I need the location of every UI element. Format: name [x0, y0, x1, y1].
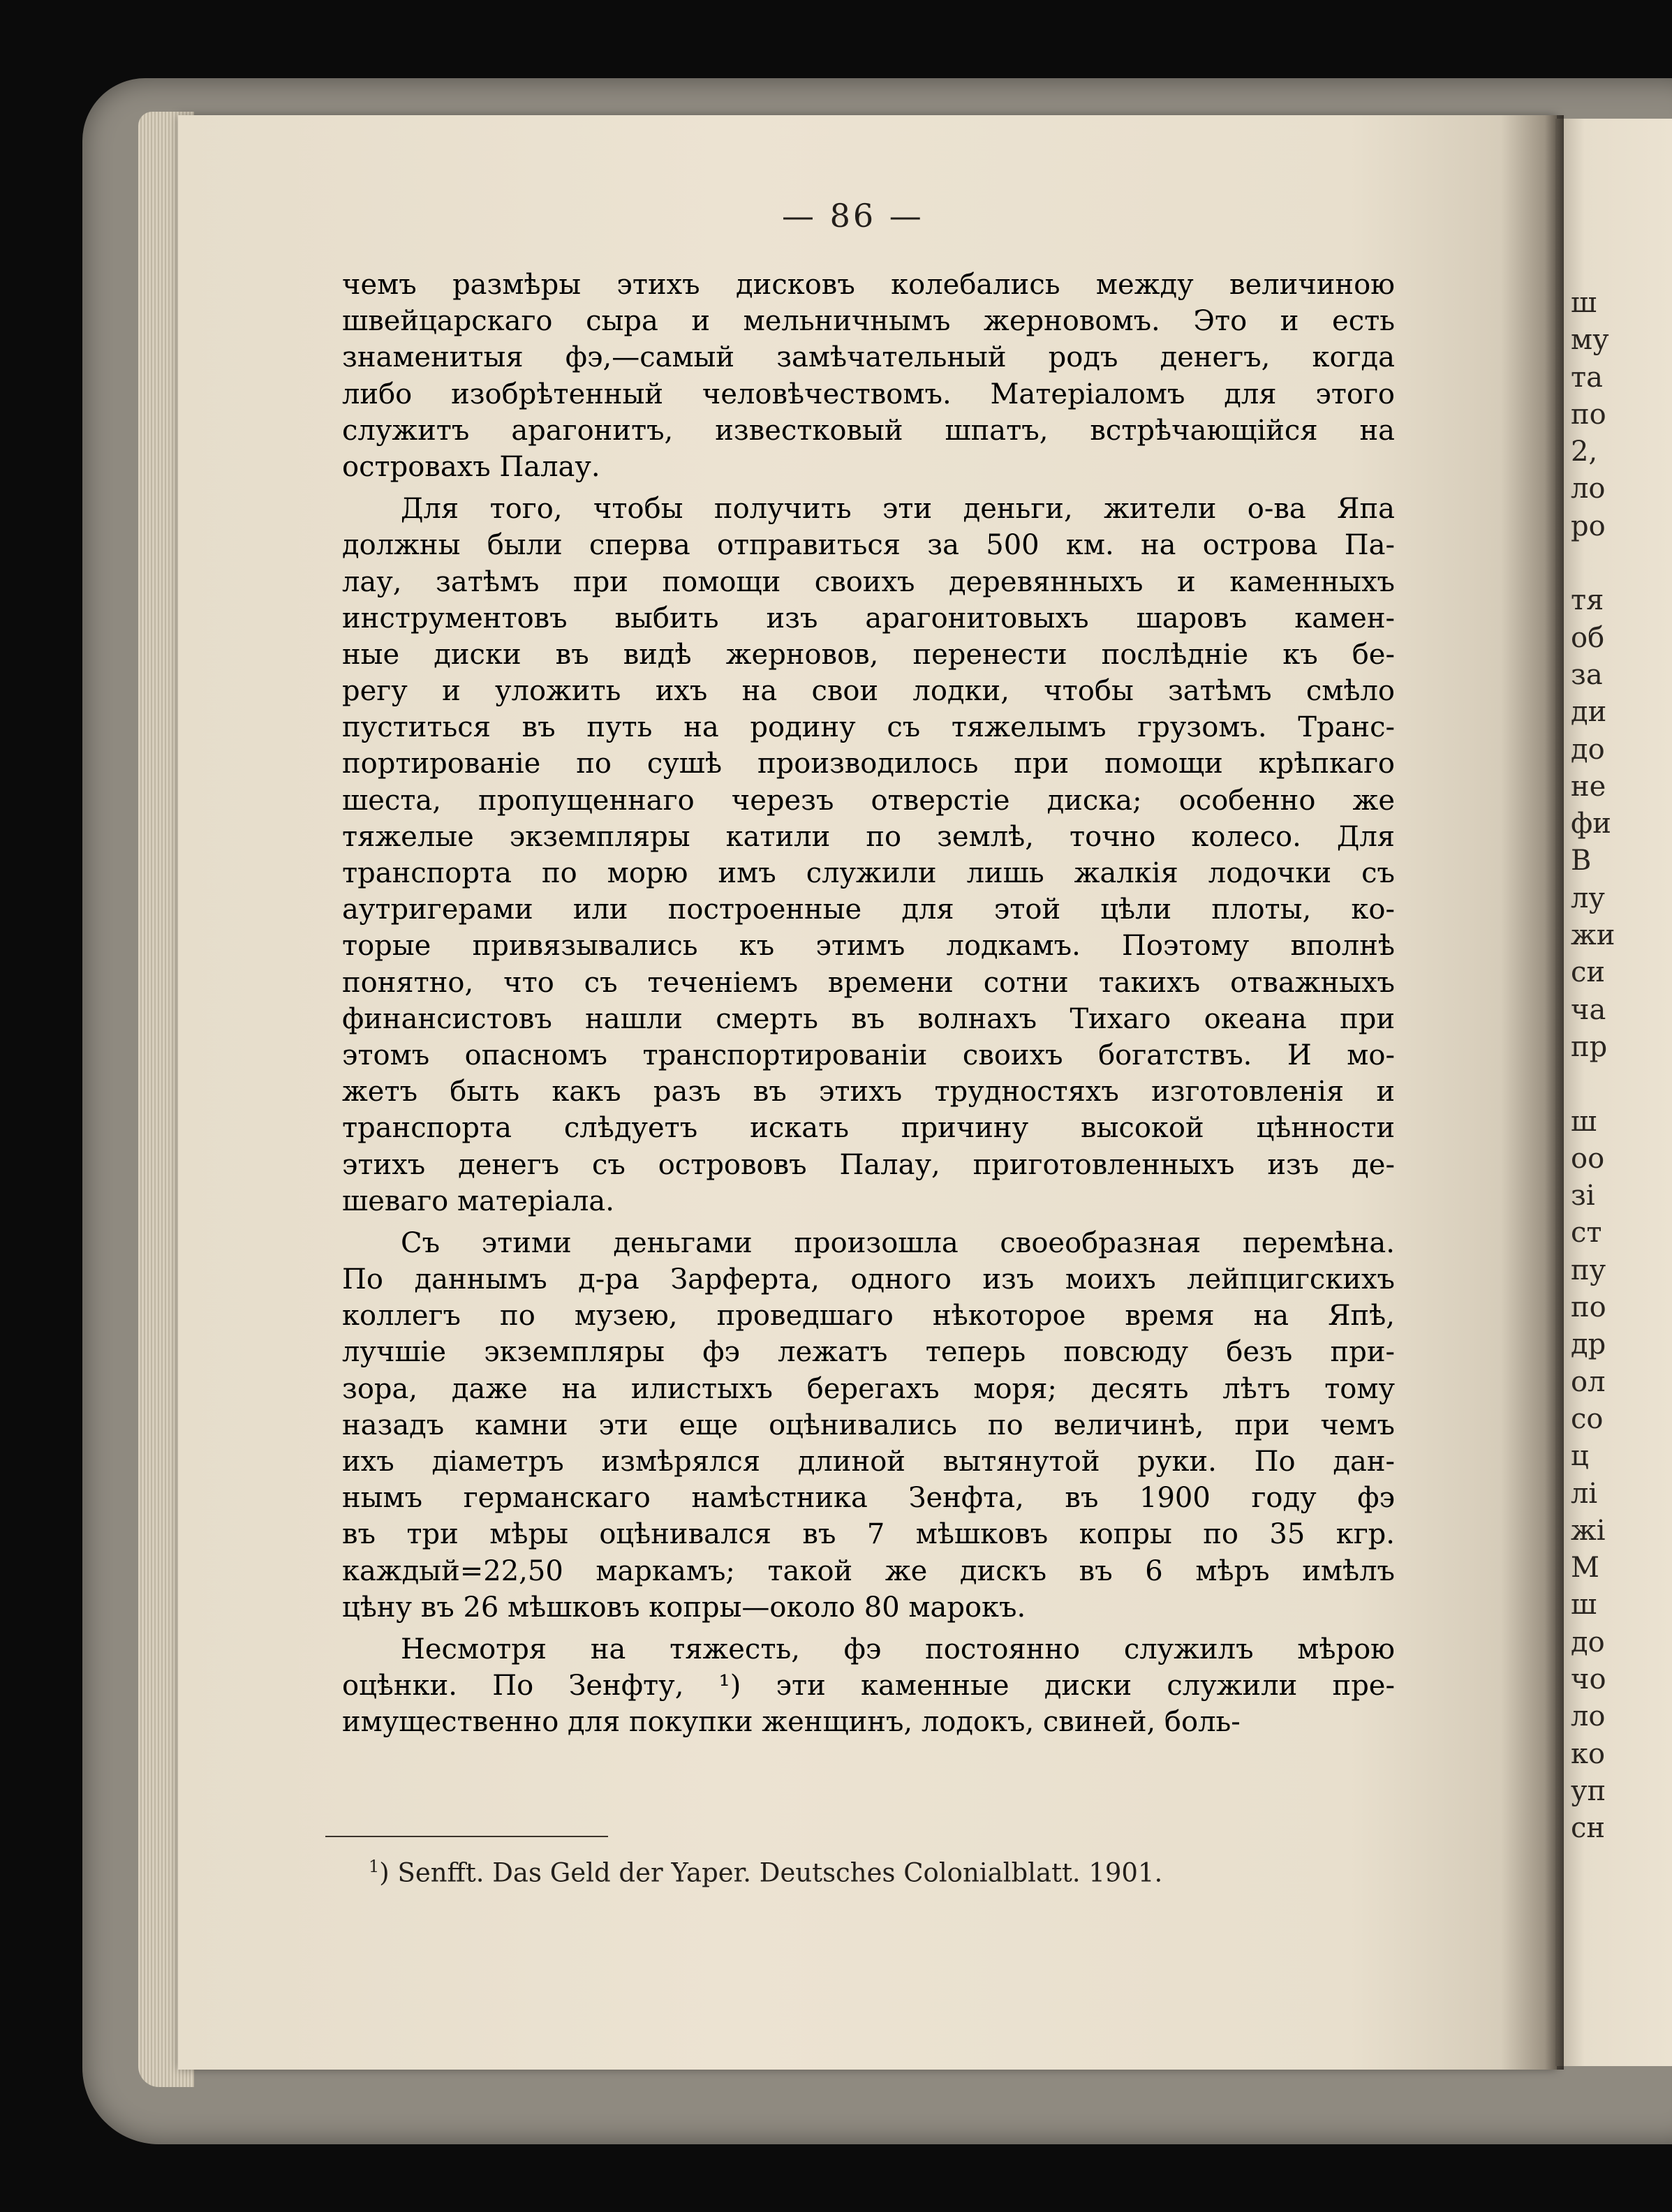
text-line: назадъ камни эти еще оцѣнивались по величинѣ, при чемъ: [342, 1409, 1395, 1441]
text-line: этихъ денегъ съ острововъ Палау, приготовленныхъ изъ де-: [342, 1148, 1395, 1181]
facing-page-fragment: лі: [1571, 1477, 1598, 1510]
text-line: этомъ опасномъ транспортированіи своихъ богатствъ. И мо-: [342, 1039, 1395, 1071]
paragraph-gap: [342, 1626, 1395, 1631]
text-line: Несмотря на тяжесть, фэ постоянно служилъ мѣрою: [401, 1633, 1395, 1665]
text-line: оцѣнки. По Зенфту, ¹) эти каменные диски служили пре-: [342, 1670, 1395, 1702]
facing-page-fragment: за: [1571, 658, 1603, 691]
paragraph-gap: [342, 1219, 1395, 1225]
text-line: островахъ Палау.: [342, 450, 600, 483]
text-line: каждый=22,50 маркамъ; такой же дискъ въ 6 мѣръ имѣлъ: [342, 1554, 1395, 1587]
facing-page: [1555, 119, 1672, 2066]
facing-page-fragment: ло: [1571, 473, 1606, 505]
text-line: коллегъ по музею, проведшаго нѣкоторое время на Япѣ,: [342, 1300, 1395, 1333]
facing-page-fragment: ча: [1571, 993, 1606, 1026]
paragraph: [342, 267, 1395, 485]
facing-page-fragment: му: [1571, 324, 1609, 357]
facing-page-fragment: ко: [1571, 1737, 1606, 1770]
facing-page-fragment: пу: [1571, 1254, 1606, 1286]
text-line: торые привязывались къ этимъ лодкамъ. Поэтому вполнѣ: [342, 930, 1395, 963]
text-line: имущественно для покупки женщинъ, лодокъ, свиней, боль-: [342, 1706, 1241, 1739]
facing-page-fragment: ди: [1571, 696, 1607, 729]
facing-page-fragment: сн: [1571, 1812, 1606, 1845]
facing-page-fragment: по: [1571, 398, 1606, 431]
facing-page-fragment: ол: [1571, 1365, 1606, 1398]
text-line: понятно, что съ теченіемъ времени сотни такихъ отважныхъ: [342, 966, 1395, 999]
book-gutter: [1501, 115, 1564, 2070]
text-line: жетъ быть какъ разъ въ этихъ трудностяхъ изготовленія и: [342, 1076, 1395, 1108]
text-line: Для того, чтобы получить эти деньги, жители о-ва Япа: [401, 493, 1395, 526]
text-line: транспорта слѣдуетъ искать причину высокой цѣнности: [342, 1112, 1395, 1145]
text-line: цѣну въ 26 мѣшковъ копры—около 80 марокъ.: [342, 1591, 1026, 1624]
paragraph: [342, 1631, 1395, 1741]
text-line: шеста, пропущеннаго черезъ отверстіе диска; особенно же: [342, 784, 1395, 817]
facing-page-fragment: зі: [1571, 1180, 1595, 1212]
text-line: либо изобрѣтенный человѣчествомъ. Матеріаломъ для этого: [342, 378, 1395, 410]
facing-page-fragment: В: [1571, 845, 1592, 877]
text-line: тяжелые экземпляры катили по землѣ, точно колесо. Для: [342, 820, 1395, 853]
text-line: ные диски въ видѣ жерновов, перенести послѣдніе къ бе-: [342, 638, 1395, 671]
footnote-divider: [325, 1836, 608, 1837]
facing-page-fragment: не: [1571, 770, 1606, 803]
facing-page-fragment: [1571, 1066, 1615, 1103]
facing-page-fragment: ст: [1571, 1217, 1602, 1249]
facing-page-fragment: со: [1571, 1402, 1604, 1435]
text-line: знаменитыя фэ,—самый замѣчательный родъ денегъ, когда: [342, 341, 1395, 374]
footnote-text: ) Senfft. Das Geld der Yaper. Deutsches Colonialblatt. 1901.: [379, 1857, 1163, 1888]
paragraph-gap: [342, 485, 1395, 491]
facing-page-fragment: уп: [1571, 1774, 1606, 1807]
facing-page-fragment: ц: [1571, 1440, 1589, 1473]
text-line: регу и уложить ихъ на свои лодки, чтобы затѣмъ смѣло: [342, 675, 1395, 708]
text-line: Съ этими деньгами произошла своеобразная перемѣна.: [401, 1226, 1395, 1259]
facing-page-fragment: лу: [1571, 882, 1605, 914]
facing-page-fragment: оо: [1571, 1142, 1605, 1175]
text-line: чемъ размѣры этихъ дисковъ колебались между величиною: [342, 269, 1395, 301]
footnote: [369, 1857, 1162, 1887]
facing-page-fragment: М: [1571, 1552, 1599, 1584]
text-line: портированіе по сушѣ производилось при помощи крѣпкаго: [342, 748, 1395, 780]
facing-page-fragment: до: [1571, 1626, 1605, 1658]
text-line: транспорта по морю имъ служили лишь жалкія лодочки съ: [342, 857, 1395, 889]
paragraph: [342, 1225, 1395, 1626]
facing-page-fragment: ло: [1571, 1700, 1606, 1733]
text-line: лучшіе экземпляры фэ лежатъ теперь повсюду безъ при-: [342, 1336, 1395, 1369]
facing-page-fragment: ш: [1571, 1105, 1597, 1138]
text-line: нымъ германскаго намѣстника Зенфта, въ 1900 году фэ: [342, 1482, 1395, 1515]
text-line: По даннымъ д-ра Зарферта, одного изъ моихъ лейпцигскихъ: [342, 1263, 1395, 1296]
facing-page-fragment: ро: [1571, 510, 1606, 542]
page-body-text: [342, 267, 1395, 1741]
text-line: шеваго матеріала.: [342, 1185, 614, 1217]
text-line: швейцарскаго сыра и мельничнымъ жерновомъ. Это и есть: [342, 305, 1395, 338]
facing-page-fragment: ш: [1571, 287, 1597, 319]
facing-page-fragment: тя: [1571, 584, 1604, 617]
text-line: инструментовъ выбить изъ арагонитовыхъ шаровъ камен-: [342, 602, 1395, 634]
facing-page-fragment: до: [1571, 733, 1605, 766]
text-line: финансистовъ нашли смерть въ волнахъ Тихаго океана при: [342, 1002, 1395, 1035]
facing-page-fragment: жи: [1571, 919, 1615, 952]
text-line: въ три мѣры оцѣнивался въ 7 мѣшковъ копры по 35 кгр.: [342, 1518, 1395, 1551]
facing-page-fragment: др: [1571, 1328, 1606, 1361]
page-number: — 86 —: [782, 197, 924, 235]
text-line: должны были сперва отправиться за 500 км. на острова Па-: [342, 529, 1395, 562]
facing-page-text: [1571, 285, 1615, 1847]
facing-page-fragment: 2,: [1571, 436, 1598, 468]
text-line: ихъ діаметръ измѣрялся длиной вытянутой руки. По дан-: [342, 1446, 1395, 1478]
facing-page-fragment: по: [1571, 1291, 1606, 1324]
text-line: зора, даже на илистыхъ берегахъ моря; десять лѣтъ тому: [342, 1372, 1395, 1405]
text-line: лау, затѣмъ при помощи своихъ деревянныхъ и каменныхъ: [342, 565, 1395, 598]
footnote-marker: 1: [369, 1857, 380, 1876]
text-line: служитъ арагонитъ, известковый шпатъ, встрѣчающійся на: [342, 414, 1395, 447]
facing-page-fragment: чо: [1571, 1663, 1606, 1695]
facing-page-fragment: та: [1571, 361, 1603, 394]
facing-page-fragment: си: [1571, 956, 1606, 989]
text-line: пуститься въ путь на родину съ тяжелымъ грузомъ. Транс-: [342, 711, 1395, 744]
text-line: аутригерами или построенные для этой цѣли плоты, ко-: [342, 893, 1395, 926]
facing-page-fragment: фи: [1571, 808, 1611, 840]
paragraph: [342, 491, 1395, 1219]
facing-page-fragment: жі: [1571, 1514, 1606, 1547]
facing-page-fragment: пр: [1571, 1030, 1608, 1063]
facing-page-fragment: ш: [1571, 1589, 1597, 1621]
facing-page-fragment: об: [1571, 621, 1605, 654]
facing-page-fragment: [1571, 545, 1615, 582]
